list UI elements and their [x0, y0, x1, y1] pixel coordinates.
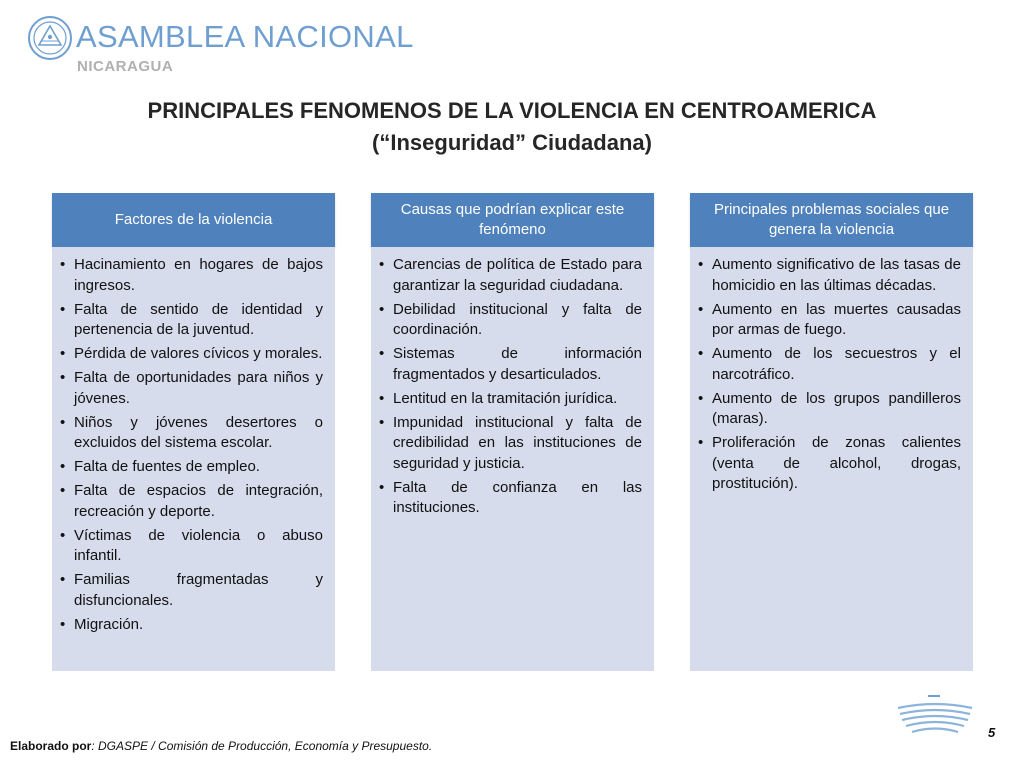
list-item: • Familias fragmentadas y disfuncionales. — [60, 570, 323, 611]
column-heading: Factores de la violencia — [52, 193, 335, 247]
list-item: • Sistemas de información fragmentados y desarticulados. — [379, 344, 642, 385]
footer-credit — [10, 739, 432, 753]
title-line-2: (“Inseguridad” Ciudadana) — [372, 130, 652, 155]
column-social-problems — [690, 193, 973, 671]
footer-text: : DGASPE / Comisión de Producción, Economía y Presupuesto. — [91, 739, 433, 753]
bullet-list — [698, 255, 961, 495]
list-item: • Falta de espacios de integración, recreación y deporte. — [60, 481, 323, 522]
organization-name: ASAMBLEA NACIONAL — [76, 19, 414, 54]
column-body — [371, 247, 654, 671]
list-item: • Debilidad institucional y falta de coordinación. — [379, 300, 642, 341]
column-heading: Principales problemas sociales que genera la violencia — [690, 193, 973, 247]
column-causes — [371, 193, 654, 671]
national-seal-icon — [28, 16, 72, 60]
country-name: NICARAGUA — [77, 58, 174, 75]
list-item: • Aumento de los secuestros y el narcotráfico. — [698, 344, 961, 385]
list-item: • Víctimas de violencia o abuso infantil. — [60, 526, 323, 567]
asamblea-logo — [28, 16, 414, 78]
footer-label: Elaborado por — [10, 739, 92, 753]
assembly-chamber-logo-icon — [888, 690, 983, 750]
list-item: • Carencias de política de Estado para garantizar la seguridad ciudadana. — [379, 255, 642, 296]
list-item: • Pérdida de valores cívicos y morales. — [60, 344, 323, 365]
list-item: • Aumento significativo de las tasas de homicidio en las últimas décadas. — [698, 255, 961, 296]
list-item: • Migración. — [60, 615, 323, 636]
list-item: • Aumento de los grupos pandilleros (maras). — [698, 389, 961, 430]
list-item: • Falta de sentido de identidad y pertenencia de la juventud. — [60, 300, 323, 341]
list-item: • Proliferación de zonas calientes (venta de alcohol, drogas, prostitución). — [698, 433, 961, 495]
page-title — [0, 95, 1024, 159]
bullet-list — [379, 255, 642, 519]
title-line-1: PRINCIPALES FENOMENOS DE LA VIOLENCIA EN CENTROAMERICA — [147, 98, 877, 123]
column-body — [690, 247, 973, 671]
list-item: • Hacinamiento en hogares de bajos ingresos. — [60, 255, 323, 296]
list-item: • Falta de oportunidades para niños y jóvenes. — [60, 368, 323, 409]
page-number: 5 — [988, 725, 996, 740]
list-item: • Falta de fuentes de empleo. — [60, 457, 323, 478]
list-item: • Niños y jóvenes desertores o excluidos del sistema escolar. — [60, 413, 323, 454]
column-heading: Causas que podrían explicar este fenómeno — [371, 193, 654, 247]
bullet-list — [60, 255, 323, 635]
column-body — [52, 247, 335, 671]
column-factors — [52, 193, 335, 671]
list-item: • Aumento en las muertes causadas por armas de fuego. — [698, 300, 961, 341]
list-item: • Lentitud en la tramitación jurídica. — [379, 389, 642, 410]
list-item: • Falta de confianza en las instituciones. — [379, 478, 642, 519]
list-item: • Impunidad institucional y falta de credibilidad en las instituciones de seguridad y justicia. — [379, 413, 642, 475]
